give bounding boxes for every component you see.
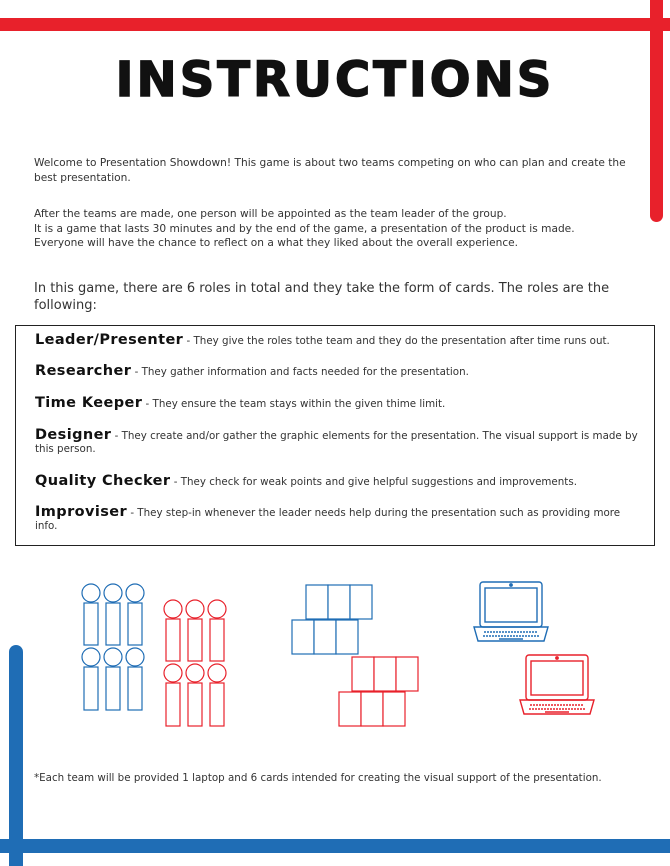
role-name: Researcher bbox=[35, 363, 132, 379]
role-description: - They create and/or gather the graphic elements for the presentation. The visual support is made by this person. bbox=[35, 430, 638, 455]
blue-laptop-icon bbox=[474, 582, 548, 641]
role-description: - They step-in whenever the leader needs help during the presentation such as providing more info. bbox=[35, 507, 621, 532]
roles-intro-text: In this game, there are 6 roles in total and they take the form of cards. The roles are the following: bbox=[34, 281, 610, 313]
role-leader-presenter bbox=[35, 334, 645, 348]
role-researcher bbox=[35, 365, 645, 379]
role-description: - They check for weak points and give helpful suggestions and improvements. bbox=[170, 476, 577, 488]
role-improviser bbox=[35, 506, 645, 533]
role-description: - They gather information and facts needed for the presentation. bbox=[131, 366, 469, 378]
page-title: INSTRUCTIONS bbox=[115, 52, 555, 108]
role-time-keeper bbox=[35, 397, 645, 411]
red-team-people-icon bbox=[164, 600, 226, 726]
role-description: - They ensure the team stays within the given thime limit. bbox=[142, 398, 446, 410]
top-red-bar bbox=[0, 18, 670, 31]
role-description: - They give the roles tothe team and they do the presentation after time runs out. bbox=[183, 335, 610, 347]
right-red-bar bbox=[650, 0, 663, 222]
blue-team-people-icon bbox=[82, 584, 144, 710]
red-laptop-icon bbox=[520, 655, 594, 714]
footnote: *Each team will be provided 1 laptop and 6 cards intended for creating the visual support of the presentation. bbox=[34, 772, 602, 784]
intro-text: Welcome to Presentation Showdown! This game is about two teams competing on who can plan and create the best presentation. bbox=[34, 157, 626, 184]
blue-cards-icon bbox=[292, 585, 372, 654]
role-name: Designer bbox=[35, 427, 112, 443]
role-name: Time Keeper bbox=[35, 395, 143, 411]
red-cards-icon bbox=[339, 657, 418, 726]
role-name: Leader/Presenter bbox=[35, 332, 184, 348]
role-quality-checker bbox=[35, 475, 645, 489]
rules-text bbox=[34, 207, 644, 251]
role-designer bbox=[35, 429, 645, 456]
rule-line: Everyone will have the chance to reflect on a what they liked about the overall experience. bbox=[34, 237, 519, 249]
roles-box bbox=[15, 325, 655, 546]
rule-line: After the teams are made, one person will be appointed as the team leader of the group. bbox=[34, 208, 507, 220]
left-blue-bar bbox=[9, 645, 23, 866]
rule-line: It is a game that lasts 30 minutes and by the end of the game, a presentation of the product is made. bbox=[34, 222, 575, 235]
role-name: Quality Checker bbox=[35, 473, 171, 489]
role-name: Improviser bbox=[35, 504, 128, 520]
illustrations bbox=[0, 570, 670, 740]
bottom-blue-bar bbox=[0, 839, 670, 853]
